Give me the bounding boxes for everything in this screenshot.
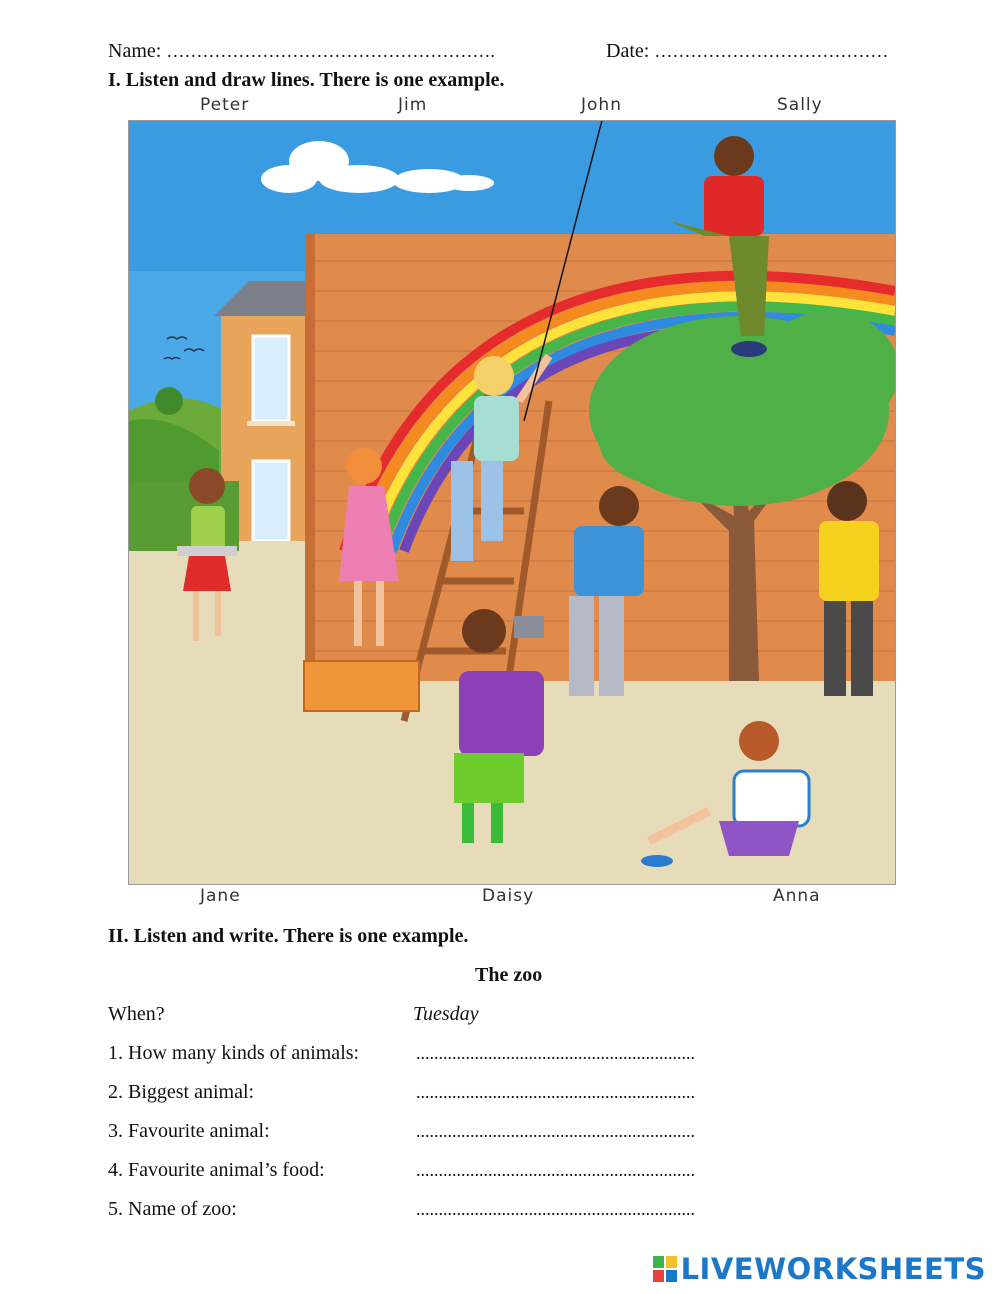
- question-3: 3. Favourite animal:: [108, 1120, 270, 1142]
- bottom-name-jane[interactable]: Jane: [200, 886, 241, 906]
- liveworksheets-logo: [653, 1252, 986, 1286]
- bottom-name-daisy[interactable]: Daisy: [482, 886, 535, 906]
- top-name-jim[interactable]: Jim: [398, 95, 428, 115]
- wooden-box: [304, 661, 419, 711]
- answer-blank-1[interactable]: ..............................................................: [416, 1043, 695, 1063]
- date-label: Date:: [606, 40, 650, 62]
- top-name-sally[interactable]: Sally: [777, 95, 823, 115]
- example-answer: Tuesday: [413, 1003, 479, 1025]
- top-name-john[interactable]: John: [581, 95, 622, 115]
- name-label: Name:: [108, 40, 162, 62]
- logo-text: LIVEWORKSHEETS: [680, 1252, 986, 1286]
- question-5: 5. Name of zoo:: [108, 1198, 237, 1220]
- bottom-name-anna[interactable]: Anna: [773, 886, 821, 906]
- answer-blank-2[interactable]: ..............................................................: [416, 1082, 695, 1102]
- answer-blank-4[interactable]: ..............................................................: [416, 1160, 695, 1180]
- answer-blank-5[interactable]: ..............................................................: [416, 1199, 695, 1219]
- section2-subtitle: The zoo: [475, 964, 543, 986]
- scene-illustration: [128, 120, 896, 885]
- name-blank[interactable]: ……………………………………………….: [166, 41, 495, 61]
- section1-title: I. Listen and draw lines. There is one example.: [108, 69, 505, 91]
- name-field: [108, 40, 495, 63]
- date-field: [606, 40, 888, 63]
- scene-svg: [129, 121, 895, 884]
- question-1: 1. How many kinds of animals:: [108, 1042, 360, 1064]
- section2-title: II. Listen and write. There is one example.: [108, 925, 469, 947]
- question-2: 2. Biggest animal:: [108, 1081, 255, 1103]
- date-blank[interactable]: …………………………………: [654, 41, 889, 61]
- answer-blank-3[interactable]: ..............................................................: [416, 1121, 695, 1141]
- question-4: 4. Favourite animal’s food:: [108, 1159, 325, 1181]
- top-name-peter[interactable]: Peter: [200, 95, 250, 115]
- logo-badge-icon: [653, 1256, 677, 1282]
- example-question: When?: [108, 1003, 165, 1025]
